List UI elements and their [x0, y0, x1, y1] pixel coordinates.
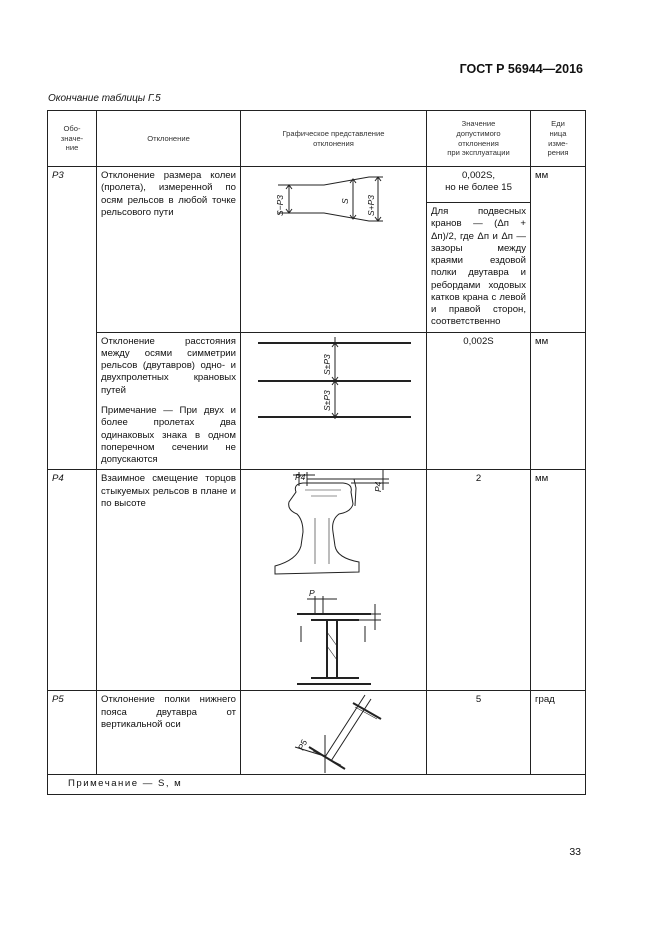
label-s: S: [340, 198, 350, 204]
table-header-row: [48, 111, 586, 167]
col-unit: Еди ница изме- рения: [531, 111, 586, 167]
value-p3-axes: 0,002S: [427, 332, 531, 470]
table-row-p3a: [48, 167, 586, 333]
rail-joint-drawing: [241, 470, 427, 688]
value-p3-note: Для подвесных кранов — (Δп + Δп)/2, где Δп и Δп — зазоры между краями ездовой полки двутавра и ребордами ходовых катков крана с левой и правой сторон, соответственно: [431, 206, 526, 328]
unit-p5: град: [531, 691, 586, 775]
label-p4-top: P4: [295, 472, 306, 483]
deviation-p3-axes: [97, 332, 241, 470]
deviation-table: [47, 110, 586, 795]
code-p5: P5: [48, 691, 97, 775]
graphic-p3-axes: [241, 332, 427, 470]
table-caption: Окончание таблицы Г.5: [48, 93, 161, 104]
table-footnote-row: [48, 775, 586, 794]
label-spm-p3-b: S±P3: [322, 389, 332, 411]
deviation-p5: Отклонение полки нижнего пояса двутавра от вертикальной оси: [97, 691, 241, 775]
value-p5: 5: [427, 691, 531, 775]
label-s-minus-p3: S−P3: [275, 194, 285, 216]
deviation-p3-track: Отклонение размера колеи (пролета), измеренной по осям рельсов в любой точке рельсового пути: [97, 167, 241, 333]
page-number: 33: [569, 846, 581, 858]
graphic-p3-track: [241, 167, 427, 333]
deviation-p3-axes-text: Отклонение расстояния между осями симметрии рельсов (двутавров) одно- и двухпролетных крановых путей: [101, 335, 236, 396]
flange-tilt-drawing: [241, 691, 427, 773]
label-s-plus-p3: S+P3: [366, 194, 376, 216]
table-row-p4: [48, 470, 586, 691]
unit-p3-track: мм: [531, 167, 586, 333]
label-p4-ibeam-top: P: [309, 588, 315, 599]
standard-header: ГОСТ Р 56944—2016: [459, 62, 583, 76]
unit-p3-axes: мм: [531, 332, 586, 470]
col-graphic: Графическое представление отклонения: [241, 111, 427, 167]
table-row-p3b: [48, 332, 586, 470]
value-p3-line1: 0,002S,: [461, 170, 496, 181]
label-spm-p3-a: S±P3: [322, 353, 332, 375]
label-p4-side: P4: [373, 481, 383, 493]
graphic-p5: [241, 691, 427, 775]
graphic-p4: [241, 470, 427, 691]
label-p5: P5: [295, 738, 310, 753]
col-deviation: Отклонение: [97, 111, 241, 167]
deviation-p3-axes-note: Примечание — При двух и более пролетах два одинаковых знака в одном поперечном сечении не допускаются: [101, 404, 236, 466]
table-row-p5: [48, 691, 586, 775]
col-designation: Обо- значе- ние: [48, 111, 97, 167]
unit-p4: мм: [531, 470, 586, 691]
value-p4: 2: [427, 470, 531, 691]
code-p3: P3: [48, 167, 97, 470]
rail-axes-drawing: [241, 333, 427, 419]
value-p3-line2: но не более 15: [445, 182, 512, 194]
col-value: Значение допустимого отклонения при эксплуатации: [427, 111, 531, 167]
code-p4: P4: [48, 470, 97, 691]
track-gauge-drawing: [241, 169, 427, 229]
value-p3-track: [427, 167, 531, 333]
table-footnote: Примечание — S, м: [48, 775, 586, 794]
deviation-p4: Взаимное смещение торцов стыкуемых рельсов в плане и по высоте: [97, 470, 241, 691]
